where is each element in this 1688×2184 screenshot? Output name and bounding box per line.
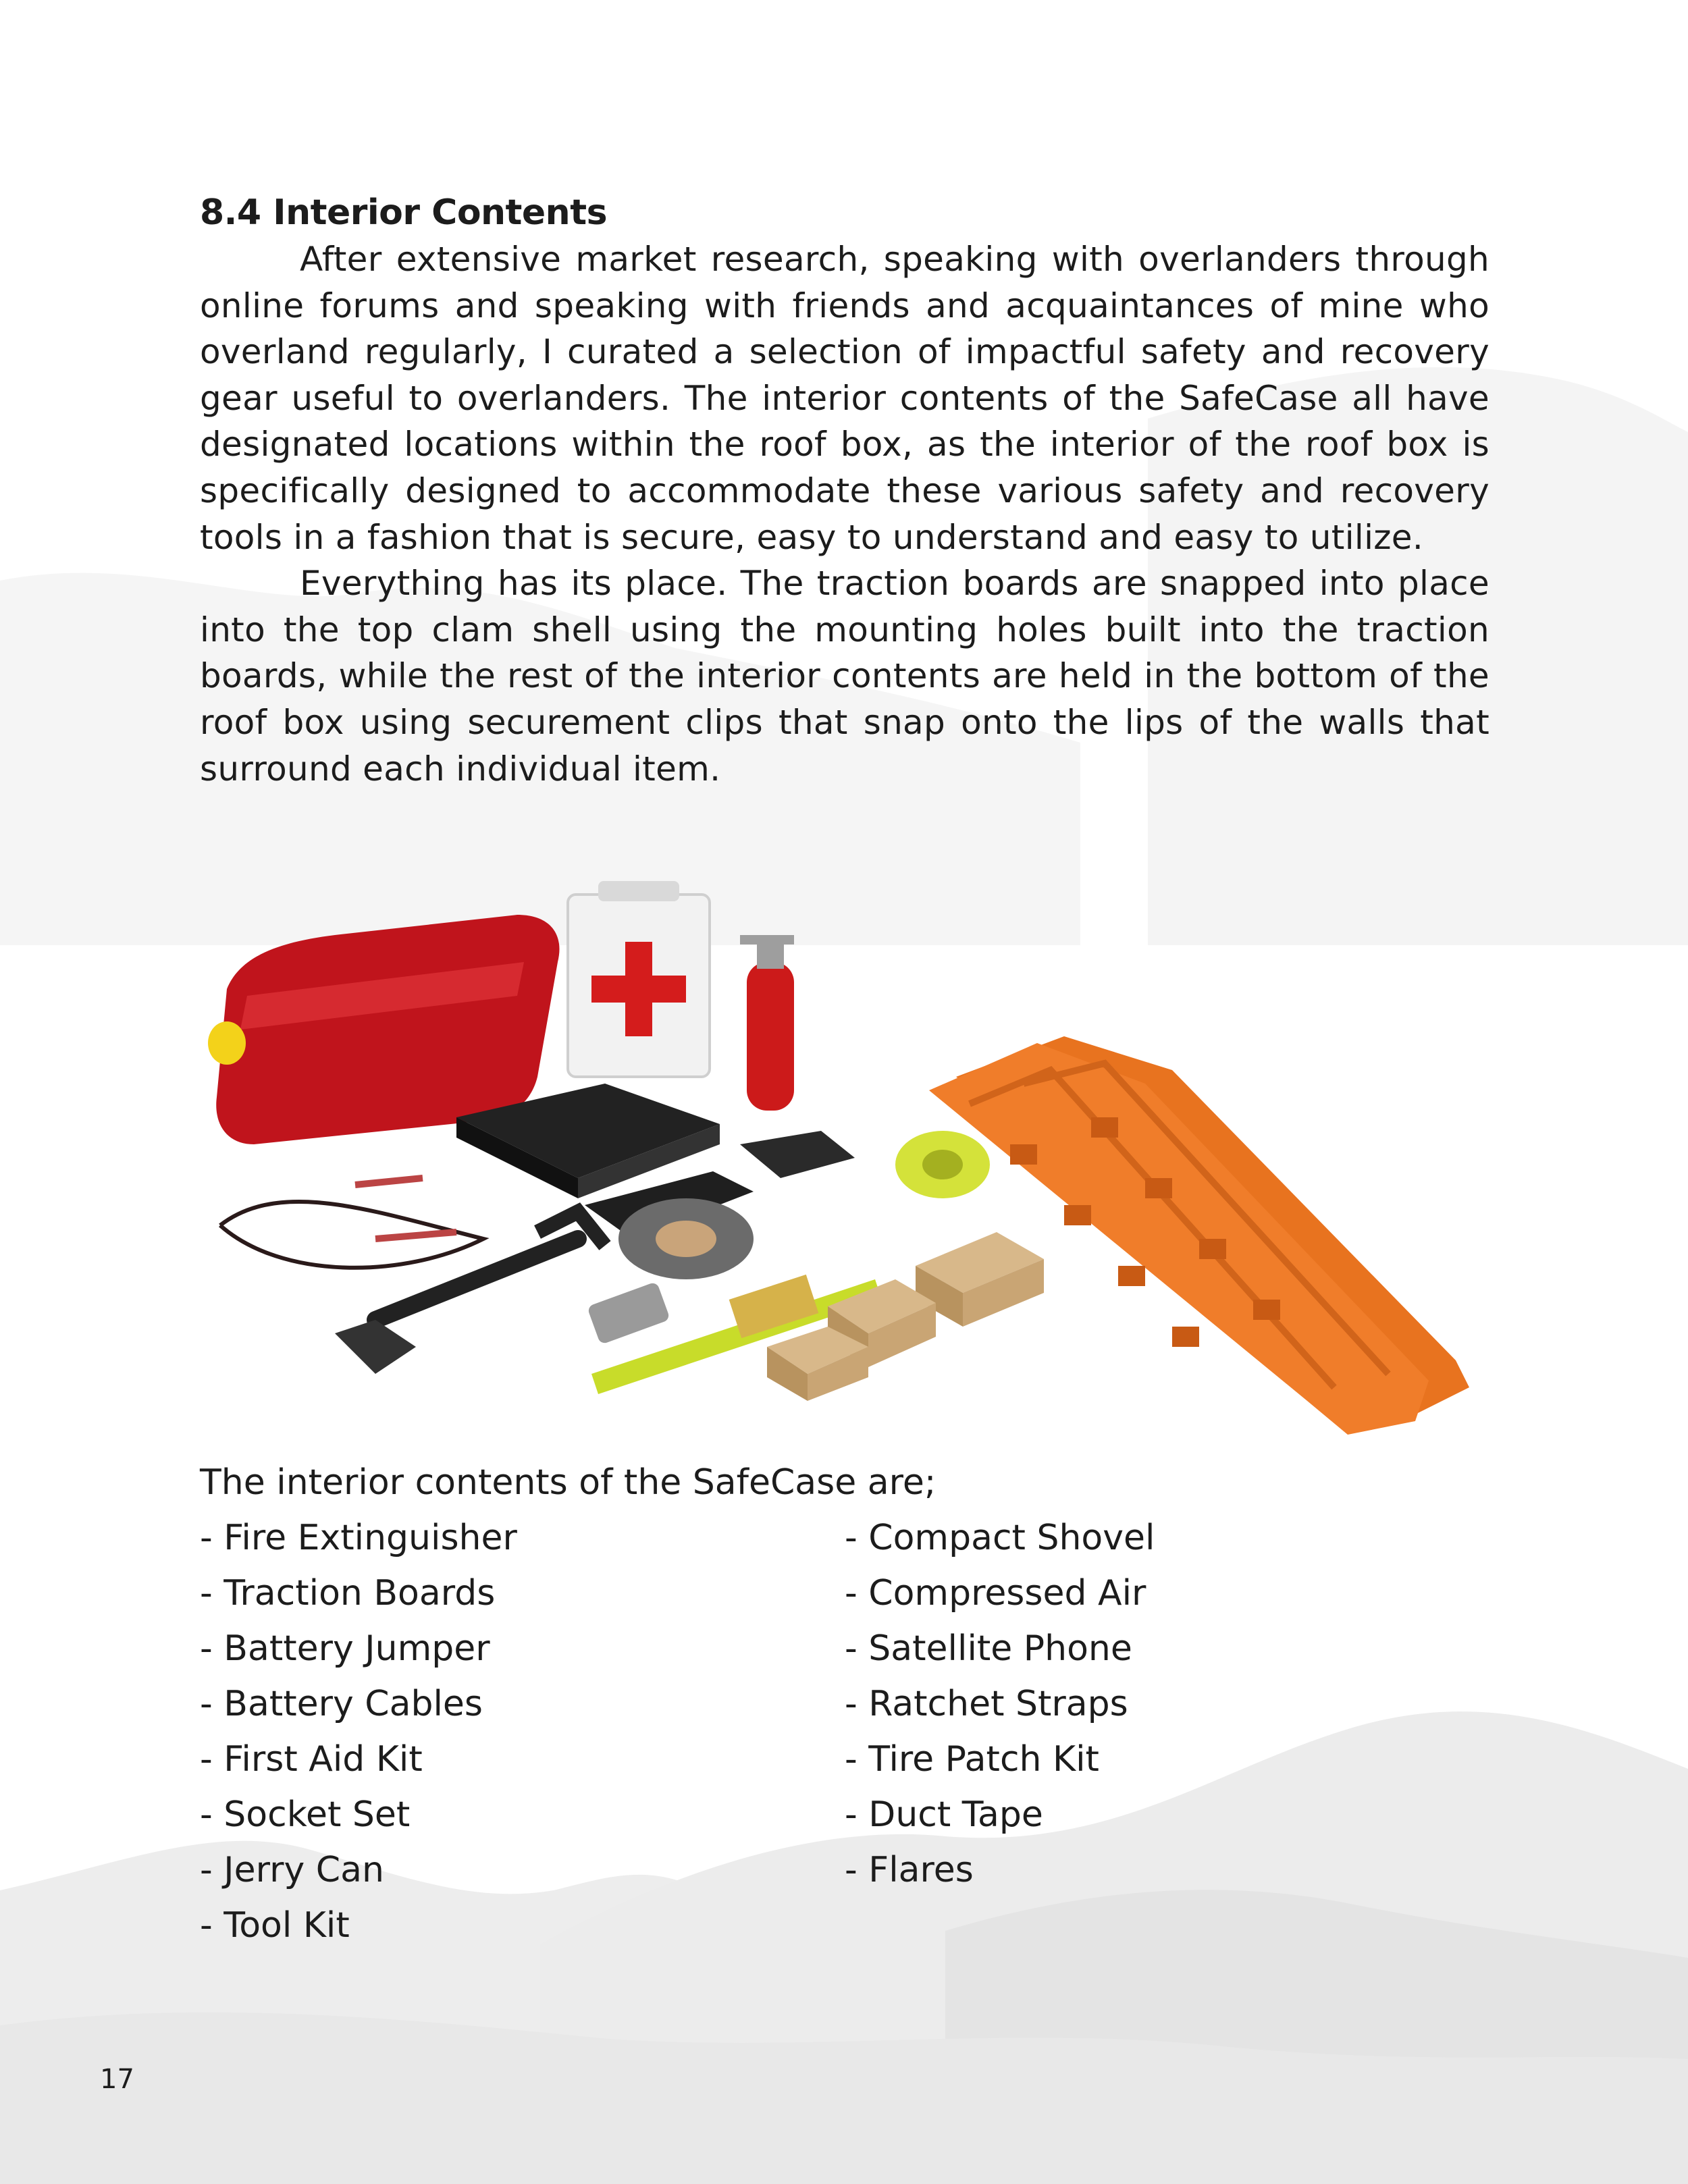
safety-gear-illustration <box>200 861 1489 1441</box>
list-item: - Satellite Phone <box>845 1628 1132 1669</box>
contents-list-left <box>200 1510 517 1953</box>
list-item: - Ratchet Straps <box>845 1684 1128 1724</box>
list-item: - Compressed Air <box>845 1573 1146 1614</box>
section-title: 8.4 Interior Contents <box>200 192 608 233</box>
satellite-phone-box-image <box>740 1131 855 1178</box>
list-item: - Tool Kit <box>200 1905 350 1946</box>
satellite-phone-image <box>587 1281 670 1345</box>
contents-intro: The interior contents of the SafeCase are; <box>200 1462 937 1503</box>
list-item: - Fire Extinguisher <box>200 1518 517 1558</box>
body-paragraph: Everything has its place. The traction boards are snapped into place into the top clam shell using the mounting holes built into the traction boards, while the rest of the interior contents are held in the bottom of the roof box using securement clips that snap onto the lips of the walls that surround each individual item. <box>200 564 1489 789</box>
contents-list-right <box>845 1510 1155 1898</box>
section-text <box>200 189 1489 792</box>
first-aid-kit-image <box>568 881 710 1077</box>
list-item: - Battery Jumper <box>200 1628 490 1669</box>
page-number: 17 <box>100 2064 134 2095</box>
battery-cables-image <box>220 1178 483 1268</box>
list-item: - First Aid Kit <box>200 1739 423 1780</box>
list-item: - Compact Shovel <box>845 1518 1155 1558</box>
body-paragraph: After extensive market research, speaking with overlanders through online forums and speaking with friends and acquaintances of mine who overland regularly, I curated a selection of impactful safety and recovery gear useful to overlanders. The interior contents of the SafeCase all have designated locations within the roof box, as the interior of the roof box is specifically designed to accommodate these various safety and recovery tools in a fashion that is secure, easy to understand and easy to utilize. <box>200 240 1489 557</box>
list-item: - Duct Tape <box>845 1794 1043 1835</box>
list-item: - Tire Patch Kit <box>845 1739 1099 1780</box>
list-item: - Traction Boards <box>200 1573 496 1614</box>
list-item: - Jerry Can <box>200 1850 384 1890</box>
list-item: - Battery Cables <box>200 1684 483 1724</box>
list-item: - Socket Set <box>200 1794 411 1835</box>
duct-tape-image <box>618 1198 754 1279</box>
list-item: - Flares <box>845 1850 974 1890</box>
traction-boards-image <box>929 1036 1469 1435</box>
ratchet-strap-roll-image <box>895 1131 990 1198</box>
fire-extinguisher-image <box>740 935 794 1111</box>
